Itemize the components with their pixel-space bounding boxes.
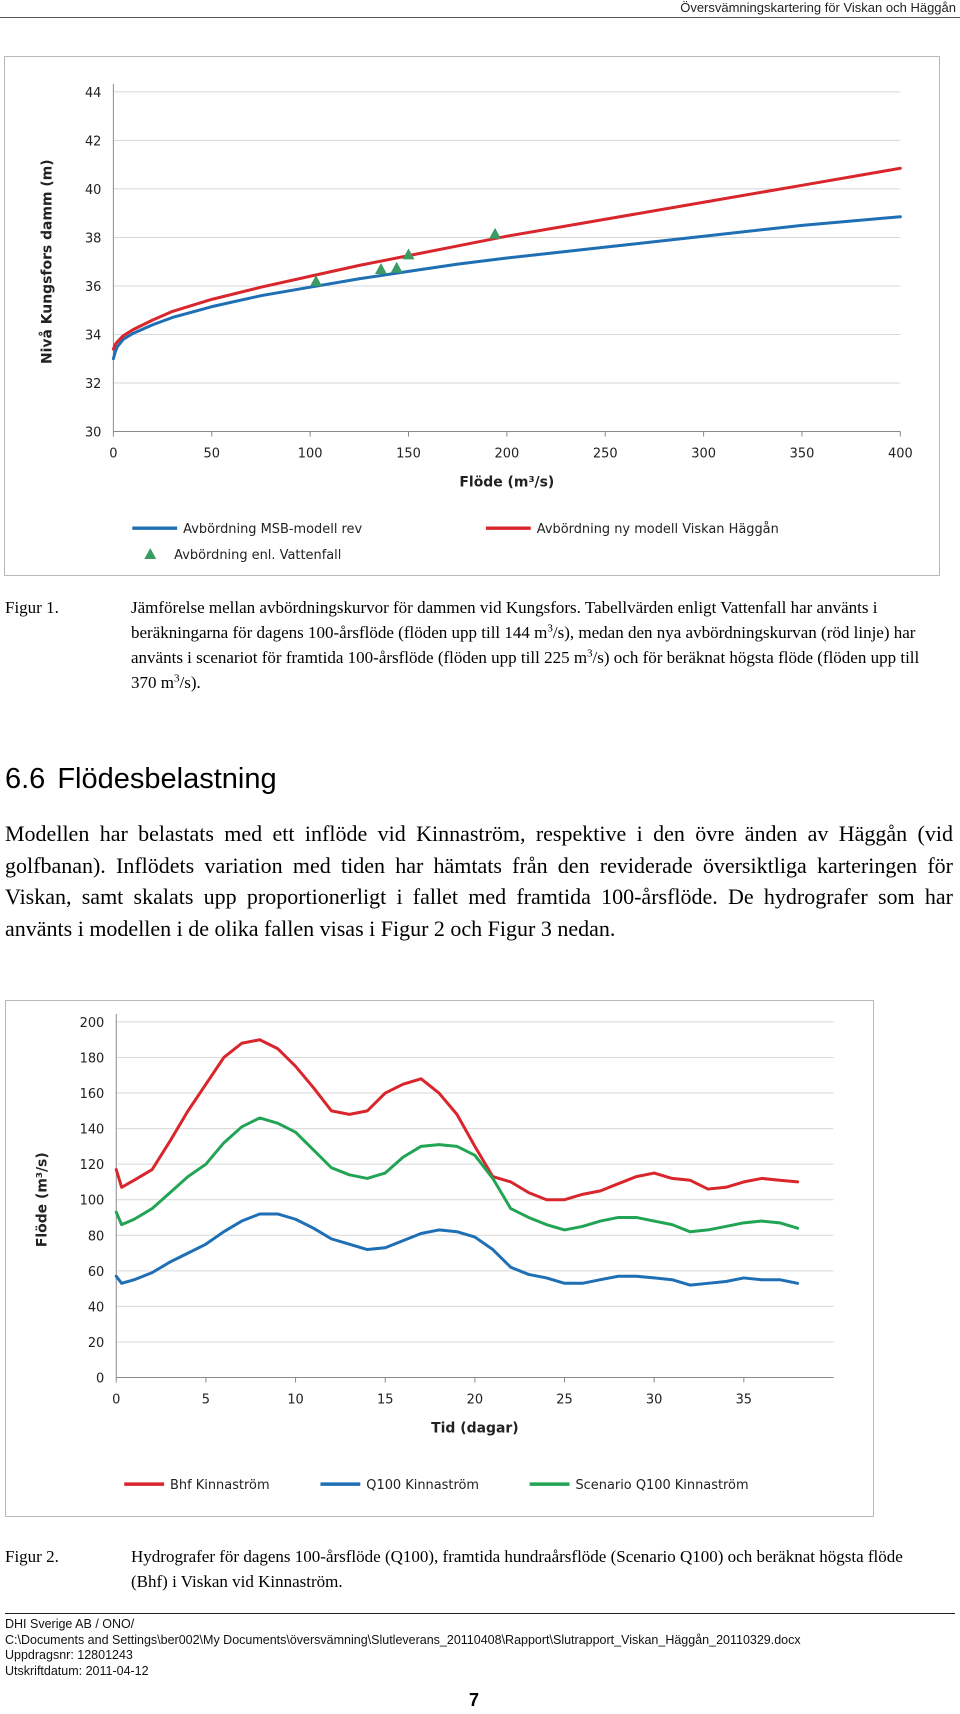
figure-1-chart bbox=[4, 56, 940, 576]
caption-part: /s), medan den nya avbördningskurvan (röd linje) har använts i scenariot för framtida 100-årsflöde (flöden upp till 225 m bbox=[131, 623, 916, 667]
legend-label: Avbördning enl. Vattenfall bbox=[174, 548, 342, 564]
figure-1-chart-canvas bbox=[5, 57, 939, 575]
y-tick-label: 38 bbox=[84, 231, 102, 247]
data-point-marker bbox=[375, 263, 387, 274]
x-tick-label: 0 bbox=[109, 446, 118, 462]
caption-part: Jämförelse mellan avbördningskurvor för dammen vid Kungsfors. Tabellvärden enligt Vattenfall har använts i beräkningarna för dagens 100-årsflöde (flöden upp till 144 m bbox=[131, 598, 878, 642]
y-tick-label: 42 bbox=[84, 134, 102, 150]
data-point-marker bbox=[489, 228, 501, 239]
legend-label: Avbördning ny modell Viskan Häggån bbox=[536, 522, 779, 538]
y-tick-label: 44 bbox=[84, 85, 102, 101]
figure-2-chart bbox=[5, 1000, 874, 1517]
figure-1-label: Figur 1. bbox=[5, 598, 59, 617]
superscript: 3 bbox=[173, 672, 180, 685]
series-line bbox=[116, 1040, 797, 1200]
data-point-marker bbox=[391, 262, 403, 273]
y-axis-title: Flöde (m³/s) bbox=[34, 1152, 51, 1248]
x-tick-label: 0 bbox=[112, 1392, 121, 1408]
section-title: Flödesbelastning bbox=[57, 763, 277, 795]
legend-label: Bhf Kinnaström bbox=[170, 1478, 270, 1494]
y-axis-title: Nivå Kungsfors damm (m) bbox=[39, 159, 56, 365]
legend-label: Q100 Kinnaström bbox=[366, 1478, 480, 1494]
y-tick-label: 40 bbox=[84, 182, 102, 198]
x-tick-label: 350 bbox=[789, 446, 815, 462]
footer-project-number: Uppdragsnr: 12801243 bbox=[5, 1648, 133, 1662]
x-tick-label: 20 bbox=[466, 1392, 484, 1408]
figure-2-chart-canvas bbox=[6, 1001, 873, 1516]
superscript: 3 bbox=[587, 647, 593, 660]
footer-company: DHI Sverige AB / ONO/ bbox=[5, 1617, 135, 1631]
page-number: 7 bbox=[469, 1690, 480, 1710]
y-tick-label: 120 bbox=[79, 1158, 105, 1174]
y-tick-label: 36 bbox=[84, 279, 102, 295]
series-line bbox=[113, 217, 900, 359]
x-axis-title: Tid (dagar) bbox=[431, 1420, 519, 1437]
y-tick-label: 140 bbox=[79, 1122, 105, 1138]
x-tick-label: 30 bbox=[645, 1392, 663, 1408]
y-tick-label: 34 bbox=[84, 328, 102, 344]
series-line bbox=[116, 1118, 797, 1232]
superscript: 3 bbox=[547, 622, 553, 635]
figure-2-caption-text: Hydrografer för dagens 100-årsflöde (Q100), framtida hundraårsflöde (Scenario Q100) och beräknat högsta flöde (Bhf) i Viskan vid Kinnaström. bbox=[131, 1547, 903, 1591]
x-tick-label: 400 bbox=[887, 446, 913, 462]
x-tick-label: 200 bbox=[494, 446, 520, 462]
x-tick-label: 100 bbox=[297, 446, 323, 462]
y-tick-label: 180 bbox=[79, 1051, 105, 1067]
footer-rule bbox=[5, 1613, 955, 1614]
y-tick-label: 30 bbox=[84, 425, 102, 441]
page-footer bbox=[5, 1617, 801, 1679]
y-tick-label: 20 bbox=[87, 1335, 105, 1351]
x-tick-label: 25 bbox=[556, 1392, 573, 1408]
x-axis-title: Flöde (m³/s) bbox=[459, 474, 555, 491]
y-tick-label: 0 bbox=[96, 1371, 105, 1387]
x-tick-label: 150 bbox=[396, 446, 421, 462]
legend-symbol bbox=[144, 548, 156, 559]
legend-label: Avbördning MSB-modell rev bbox=[183, 522, 363, 538]
y-tick-label: 100 bbox=[79, 1193, 105, 1209]
caption-part: /s). bbox=[179, 673, 201, 692]
caption-part: /s) och för beräknat högsta flöde (flöden upp till 370 m bbox=[131, 648, 920, 692]
footer-file-path: C:\Documents and Settings\ber002\My Documents\översvämning\Slutleverans_20110408\Rapport\Slutrapport_Viskan_Häggån_20110329.docx bbox=[5, 1632, 801, 1647]
y-tick-label: 200 bbox=[79, 1015, 105, 1031]
y-tick-label: 160 bbox=[79, 1087, 105, 1103]
page-header bbox=[0, 0, 960, 18]
series-line bbox=[116, 1214, 797, 1285]
legend-label: Scenario Q100 Kinnaström bbox=[575, 1478, 749, 1494]
y-tick-label: 60 bbox=[87, 1264, 105, 1280]
x-tick-label: 35 bbox=[735, 1392, 753, 1408]
x-tick-label: 5 bbox=[201, 1392, 211, 1408]
x-tick-label: 50 bbox=[203, 446, 220, 462]
header-rule bbox=[0, 17, 960, 18]
y-tick-label: 80 bbox=[87, 1229, 105, 1245]
figure-1-caption-text bbox=[131, 595, 931, 695]
x-tick-label: 10 bbox=[287, 1392, 304, 1408]
y-tick-label: 40 bbox=[87, 1300, 105, 1316]
section-heading bbox=[5, 763, 277, 796]
figure-2-label: Figur 2. bbox=[5, 1547, 59, 1566]
x-tick-label: 15 bbox=[376, 1392, 394, 1408]
running-title: Översvämningskartering för Viskan och Häggån bbox=[680, 0, 956, 15]
x-tick-label: 300 bbox=[691, 446, 716, 462]
y-tick-label: 32 bbox=[84, 377, 102, 393]
section-number: 6.6 bbox=[5, 763, 46, 795]
body-paragraph: Modellen har belastats med ett inflöde vid Kinnaström, respektive i den övre änden av Häggån (vid golfbanan). Inflödets variation med tiden har hämtats från den reviderade översiktliga karteringen för Viskan, samt skalats upp proportionerligt i fallet med framtida 100-årsflöde. De hydrografer som har använts i modellen i de olika fallen visas i Figur 2 och Figur 3 nedan. bbox=[5, 821, 953, 941]
x-tick-label: 250 bbox=[592, 446, 618, 462]
footer-print-date: Utskriftdatum: 2011-04-12 bbox=[5, 1663, 149, 1678]
